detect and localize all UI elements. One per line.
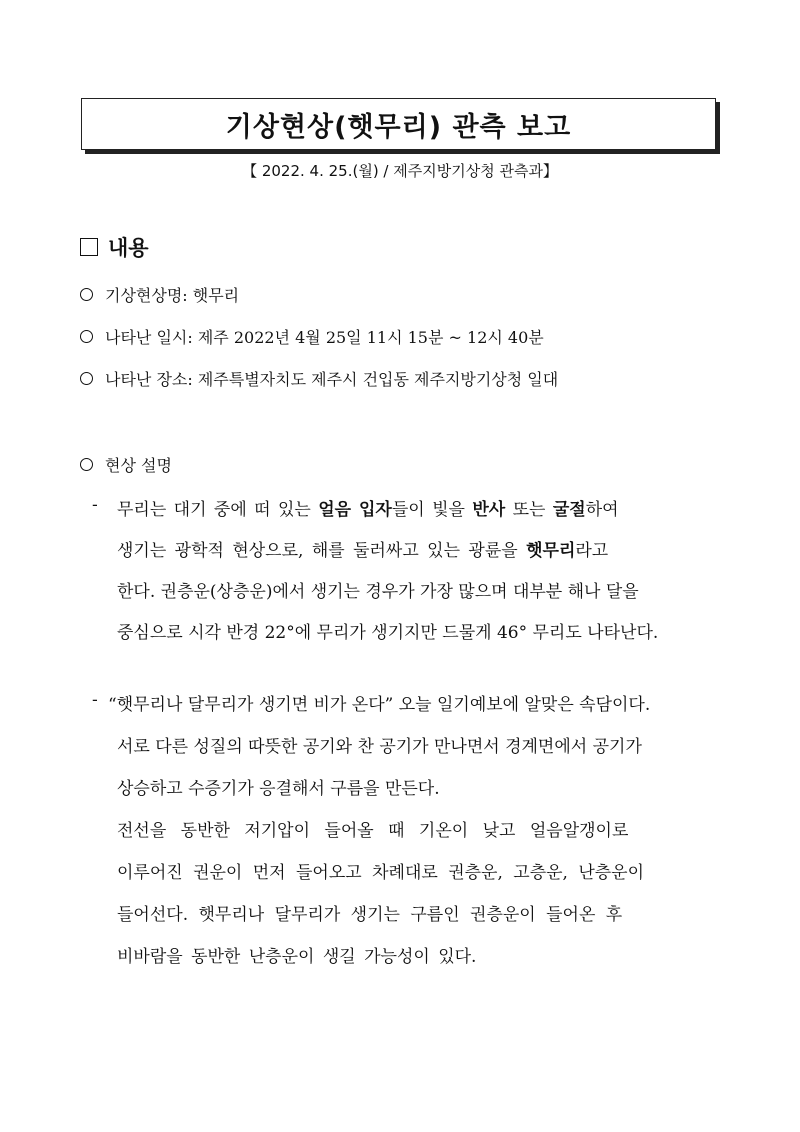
paragraph-line: 서로 다른 성질의 따뜻한 공기와 찬 공기가 만나면서 경계면에서 공기가 bbox=[117, 737, 642, 757]
paragraph-line: 전선을 동반한 저기압이 들어올 때 기온이 낮고 얼음알갱이로 bbox=[117, 821, 629, 841]
page-title: 기상현상(햇무리) 관측 보고 bbox=[225, 111, 572, 143]
item-location bbox=[80, 367, 558, 390]
item-text: 나타난 장소: 제주특별자치도 제주시 건입동 제주지방기상청 일대 bbox=[105, 370, 559, 389]
emphasis: 굴절 bbox=[552, 500, 586, 520]
emphasis: 얼음 입자 bbox=[318, 500, 392, 520]
paragraph-line: 비바람을 동반한 난층운이 생길 가능성이 있다. bbox=[117, 947, 477, 967]
paragraph-line: “햇무리나 달무리가 생기면 비가 온다” 오늘 일기예보에 알맞은 속담이다. bbox=[108, 695, 651, 715]
title-box bbox=[81, 98, 716, 150]
paragraph-line: 들어선다. 햇무리나 달무리가 생기는 구름인 권층운이 들어온 후 bbox=[117, 905, 623, 925]
square-bullet-icon bbox=[80, 238, 98, 256]
dash-bullet: - bbox=[92, 690, 98, 710]
dash-bullet: - bbox=[92, 495, 98, 515]
item-text: 나타난 일시: 제주 2022년 4월 25일 11시 15분 ~ 12시 40분 bbox=[105, 328, 544, 347]
paragraph-line: 중심으로 시각 반경 22°에 무리가 생기지만 드물게 46° 무리도 나타난다. bbox=[117, 623, 659, 643]
item-text: 기상현상명: 햇무리 bbox=[105, 286, 240, 305]
circle-bullet-icon bbox=[80, 458, 93, 471]
section-heading bbox=[80, 232, 149, 262]
paragraph-line: 한다. 권층운(상층운)에서 생기는 경우가 가장 많으며 대부분 해나 달을 bbox=[117, 582, 639, 602]
item-text: 현상 설명 bbox=[105, 456, 172, 475]
paragraph-line: 무리는 대기 중에 떠 있는 얼음 입자들이 빛을 반사 또는 굴절하여 bbox=[117, 500, 619, 520]
item-phenomenon-name bbox=[80, 283, 239, 306]
circle-bullet-icon bbox=[80, 330, 93, 343]
circle-bullet-icon bbox=[80, 288, 93, 301]
report-date-dept: 【 2022. 4. 25.(월) / 제주지방기상청 관측과】 bbox=[242, 162, 558, 180]
paragraph-line: 생기는 광학적 현상으로, 해를 둘러싸고 있는 광륜을 햇무리라고 bbox=[117, 541, 609, 561]
item-time bbox=[80, 325, 544, 348]
paragraph-line: 이루어진 권운이 먼저 들어오고 차례대로 권층운, 고층운, 난층운이 bbox=[117, 863, 645, 883]
item-description-heading bbox=[80, 453, 172, 476]
emphasis: 반사 bbox=[472, 500, 506, 520]
circle-bullet-icon bbox=[80, 372, 93, 385]
emphasis: 햇무리 bbox=[526, 541, 576, 561]
paragraph-line: 상승하고 수증기가 응결해서 구름을 만든다. bbox=[117, 779, 440, 799]
section-label: 내용 bbox=[108, 236, 149, 260]
